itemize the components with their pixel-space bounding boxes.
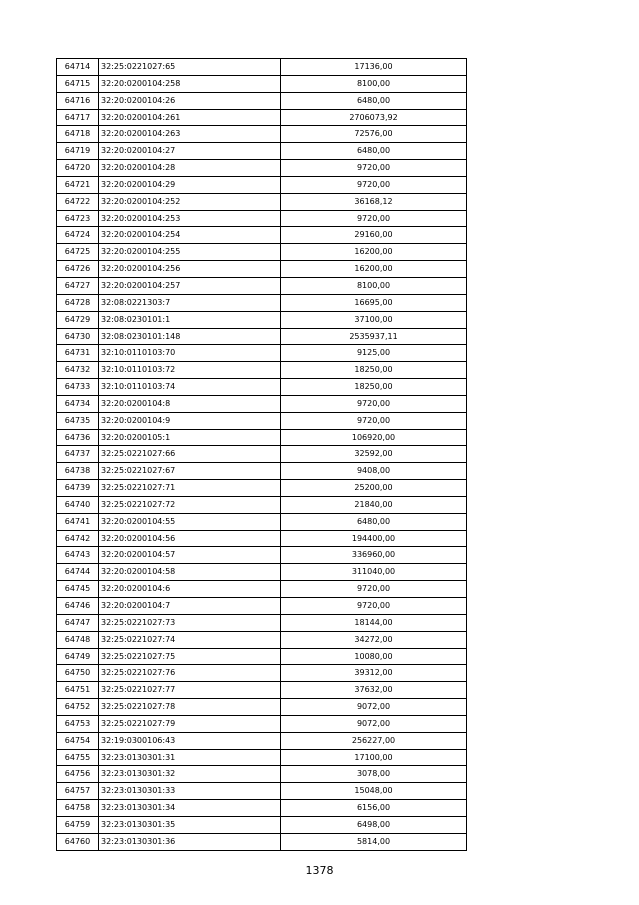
cadastral-number-cell: 32:20:0200104:8 — [99, 395, 281, 412]
value-cell: 37100,00 — [281, 311, 467, 328]
row-number-cell: 64716 — [57, 92, 99, 109]
table-row — [57, 749, 467, 766]
table-row — [57, 328, 467, 345]
table-row — [57, 75, 467, 92]
cadastral-number-cell: 32:25:0221027:71 — [99, 480, 281, 497]
table-row — [57, 109, 467, 126]
cadastral-number-cell: 32:08:0230101:148 — [99, 328, 281, 345]
table-row — [57, 564, 467, 581]
cadastral-number-cell: 32:20:0200104:6 — [99, 581, 281, 598]
cadastral-number-cell: 32:25:0221027:79 — [99, 715, 281, 732]
value-cell: 5814,00 — [281, 833, 467, 850]
cadastral-number-cell: 32:25:0221027:77 — [99, 682, 281, 699]
value-cell: 106920,00 — [281, 429, 467, 446]
cadastral-number-cell: 32:20:0200104:255 — [99, 244, 281, 261]
row-number-cell: 64730 — [57, 328, 99, 345]
value-cell: 9408,00 — [281, 463, 467, 480]
table-row — [57, 311, 467, 328]
row-number-cell: 64758 — [57, 800, 99, 817]
cadastral-number-cell: 32:20:0200104:27 — [99, 143, 281, 160]
value-cell: 36168,12 — [281, 193, 467, 210]
value-cell: 9720,00 — [281, 176, 467, 193]
table-row — [57, 480, 467, 497]
value-cell: 18250,00 — [281, 362, 467, 379]
row-number-cell: 64717 — [57, 109, 99, 126]
cadastral-number-cell: 32:19:0300106:43 — [99, 732, 281, 749]
row-number-cell: 64729 — [57, 311, 99, 328]
row-number-cell: 64747 — [57, 614, 99, 631]
value-cell: 34272,00 — [281, 631, 467, 648]
cadastral-number-cell: 32:25:0221027:66 — [99, 446, 281, 463]
table-row — [57, 429, 467, 446]
data-table — [56, 58, 467, 851]
value-cell: 8100,00 — [281, 75, 467, 92]
row-number-cell: 64736 — [57, 429, 99, 446]
row-number-cell: 64760 — [57, 833, 99, 850]
value-cell: 16695,00 — [281, 294, 467, 311]
row-number-cell: 64752 — [57, 699, 99, 716]
table-row — [57, 496, 467, 513]
cadastral-number-cell: 32:20:0200104:257 — [99, 277, 281, 294]
value-cell: 9720,00 — [281, 598, 467, 615]
cadastral-number-cell: 32:23:0130301:33 — [99, 783, 281, 800]
cadastral-number-cell: 32:20:0200104:254 — [99, 227, 281, 244]
table-row — [57, 530, 467, 547]
table-row — [57, 614, 467, 631]
row-number-cell: 64753 — [57, 715, 99, 732]
cadastral-number-cell: 32:20:0200104:253 — [99, 210, 281, 227]
cadastral-number-cell: 32:20:0200104:9 — [99, 412, 281, 429]
cadastral-number-cell: 32:25:0221027:73 — [99, 614, 281, 631]
cadastral-number-cell: 32:10:0110103:74 — [99, 379, 281, 396]
table-row — [57, 176, 467, 193]
table-row — [57, 446, 467, 463]
table-row — [57, 362, 467, 379]
cadastral-number-cell: 32:25:0221027:74 — [99, 631, 281, 648]
row-number-cell: 64721 — [57, 176, 99, 193]
table-row — [57, 715, 467, 732]
cadastral-number-cell: 32:20:0200104:258 — [99, 75, 281, 92]
table-row — [57, 395, 467, 412]
cadastral-number-cell: 32:20:0200104:28 — [99, 160, 281, 177]
row-number-cell: 64748 — [57, 631, 99, 648]
value-cell: 17136,00 — [281, 59, 467, 76]
value-cell: 9072,00 — [281, 715, 467, 732]
cadastral-number-cell: 32:25:0221027:67 — [99, 463, 281, 480]
row-number-cell: 64724 — [57, 227, 99, 244]
value-cell: 37632,00 — [281, 682, 467, 699]
cadastral-number-cell: 32:20:0200105:1 — [99, 429, 281, 446]
table-row — [57, 682, 467, 699]
cadastral-number-cell: 32:20:0200104:29 — [99, 176, 281, 193]
value-cell: 39312,00 — [281, 665, 467, 682]
row-number-cell: 64737 — [57, 446, 99, 463]
cadastral-number-cell: 32:25:0221027:76 — [99, 665, 281, 682]
value-cell: 29160,00 — [281, 227, 467, 244]
cadastral-number-cell: 32:25:0221027:78 — [99, 699, 281, 716]
row-number-cell: 64714 — [57, 59, 99, 76]
table-row — [57, 513, 467, 530]
row-number-cell: 64723 — [57, 210, 99, 227]
value-cell: 16200,00 — [281, 261, 467, 278]
table-row — [57, 261, 467, 278]
cadastral-number-cell: 32:08:0230101:1 — [99, 311, 281, 328]
row-number-cell: 64731 — [57, 345, 99, 362]
table-row — [57, 294, 467, 311]
row-number-cell: 64738 — [57, 463, 99, 480]
table-row — [57, 160, 467, 177]
row-number-cell: 64740 — [57, 496, 99, 513]
cadastral-number-cell: 32:10:0110103:70 — [99, 345, 281, 362]
table-row — [57, 783, 467, 800]
cadastral-number-cell: 32:23:0130301:36 — [99, 833, 281, 850]
row-number-cell: 64733 — [57, 379, 99, 396]
value-cell: 17100,00 — [281, 749, 467, 766]
cadastral-number-cell: 32:20:0200104:57 — [99, 547, 281, 564]
row-number-cell: 64756 — [57, 766, 99, 783]
cadastral-number-cell: 32:25:0221027:65 — [99, 59, 281, 76]
value-cell: 8100,00 — [281, 277, 467, 294]
value-cell: 9072,00 — [281, 699, 467, 716]
row-number-cell: 64734 — [57, 395, 99, 412]
value-cell: 2535937,11 — [281, 328, 467, 345]
row-number-cell: 64749 — [57, 648, 99, 665]
row-number-cell: 64718 — [57, 126, 99, 143]
cadastral-number-cell: 32:20:0200104:256 — [99, 261, 281, 278]
table-row — [57, 277, 467, 294]
table-row — [57, 816, 467, 833]
row-number-cell: 64739 — [57, 480, 99, 497]
table-row — [57, 126, 467, 143]
cadastral-number-cell: 32:10:0110103:72 — [99, 362, 281, 379]
value-cell: 9720,00 — [281, 395, 467, 412]
cadastral-number-cell: 32:20:0200104:55 — [99, 513, 281, 530]
row-number-cell: 64741 — [57, 513, 99, 530]
row-number-cell: 64728 — [57, 294, 99, 311]
value-cell: 6156,00 — [281, 800, 467, 817]
table-row — [57, 800, 467, 817]
table-row — [57, 766, 467, 783]
value-cell: 15048,00 — [281, 783, 467, 800]
table-row — [57, 379, 467, 396]
row-number-cell: 64755 — [57, 749, 99, 766]
table-row — [57, 59, 467, 76]
value-cell: 9720,00 — [281, 210, 467, 227]
table-row — [57, 631, 467, 648]
value-cell: 194400,00 — [281, 530, 467, 547]
value-cell: 9720,00 — [281, 412, 467, 429]
value-cell: 21840,00 — [281, 496, 467, 513]
table-row — [57, 345, 467, 362]
row-number-cell: 64725 — [57, 244, 99, 261]
row-number-cell: 64754 — [57, 732, 99, 749]
value-cell: 311040,00 — [281, 564, 467, 581]
value-cell: 18250,00 — [281, 379, 467, 396]
cadastral-number-cell: 32:08:0221303:7 — [99, 294, 281, 311]
table-row — [57, 227, 467, 244]
value-cell: 336960,00 — [281, 547, 467, 564]
row-number-cell: 64735 — [57, 412, 99, 429]
table-row — [57, 143, 467, 160]
cadastral-number-cell: 32:25:0221027:72 — [99, 496, 281, 513]
table-row — [57, 92, 467, 109]
cadastral-number-cell: 32:20:0200104:261 — [99, 109, 281, 126]
table-row — [57, 547, 467, 564]
cadastral-number-cell: 32:23:0130301:35 — [99, 816, 281, 833]
table-body — [57, 59, 467, 851]
table-row — [57, 665, 467, 682]
value-cell: 6480,00 — [281, 143, 467, 160]
row-number-cell: 64742 — [57, 530, 99, 547]
table-row — [57, 581, 467, 598]
value-cell: 10080,00 — [281, 648, 467, 665]
row-number-cell: 64744 — [57, 564, 99, 581]
row-number-cell: 64745 — [57, 581, 99, 598]
table-row — [57, 732, 467, 749]
row-number-cell: 64746 — [57, 598, 99, 615]
table-row — [57, 833, 467, 850]
value-cell: 9720,00 — [281, 581, 467, 598]
value-cell: 6480,00 — [281, 92, 467, 109]
row-number-cell: 64751 — [57, 682, 99, 699]
page-number: 1378 — [305, 864, 334, 877]
cadastral-number-cell: 32:23:0130301:34 — [99, 800, 281, 817]
cadastral-number-cell: 32:20:0200104:56 — [99, 530, 281, 547]
value-cell: 18144,00 — [281, 614, 467, 631]
table-row — [57, 244, 467, 261]
cadastral-number-cell: 32:20:0200104:26 — [99, 92, 281, 109]
table-row — [57, 463, 467, 480]
value-cell: 72576,00 — [281, 126, 467, 143]
value-cell: 32592,00 — [281, 446, 467, 463]
table-row — [57, 648, 467, 665]
value-cell: 25200,00 — [281, 480, 467, 497]
row-number-cell: 64759 — [57, 816, 99, 833]
cadastral-number-cell: 32:23:0130301:32 — [99, 766, 281, 783]
value-cell: 3078,00 — [281, 766, 467, 783]
row-number-cell: 64757 — [57, 783, 99, 800]
cadastral-number-cell: 32:20:0200104:58 — [99, 564, 281, 581]
row-number-cell: 64726 — [57, 261, 99, 278]
cadastral-number-cell: 32:25:0221027:75 — [99, 648, 281, 665]
row-number-cell: 64750 — [57, 665, 99, 682]
value-cell: 16200,00 — [281, 244, 467, 261]
row-number-cell: 64720 — [57, 160, 99, 177]
table-row — [57, 598, 467, 615]
value-cell: 6480,00 — [281, 513, 467, 530]
value-cell: 256227,00 — [281, 732, 467, 749]
row-number-cell: 64719 — [57, 143, 99, 160]
row-number-cell: 64743 — [57, 547, 99, 564]
cadastral-number-cell: 32:23:0130301:31 — [99, 749, 281, 766]
table-row — [57, 210, 467, 227]
value-cell: 9720,00 — [281, 160, 467, 177]
table-row — [57, 699, 467, 716]
cadastral-number-cell: 32:20:0200104:263 — [99, 126, 281, 143]
table-row — [57, 412, 467, 429]
row-number-cell: 64722 — [57, 193, 99, 210]
cadastral-number-cell: 32:20:0200104:7 — [99, 598, 281, 615]
cadastral-number-cell: 32:20:0200104:252 — [99, 193, 281, 210]
value-cell: 9125,00 — [281, 345, 467, 362]
row-number-cell: 64715 — [57, 75, 99, 92]
row-number-cell: 64727 — [57, 277, 99, 294]
table-row — [57, 193, 467, 210]
value-cell: 6498,00 — [281, 816, 467, 833]
row-number-cell: 64732 — [57, 362, 99, 379]
value-cell: 2706073,92 — [281, 109, 467, 126]
